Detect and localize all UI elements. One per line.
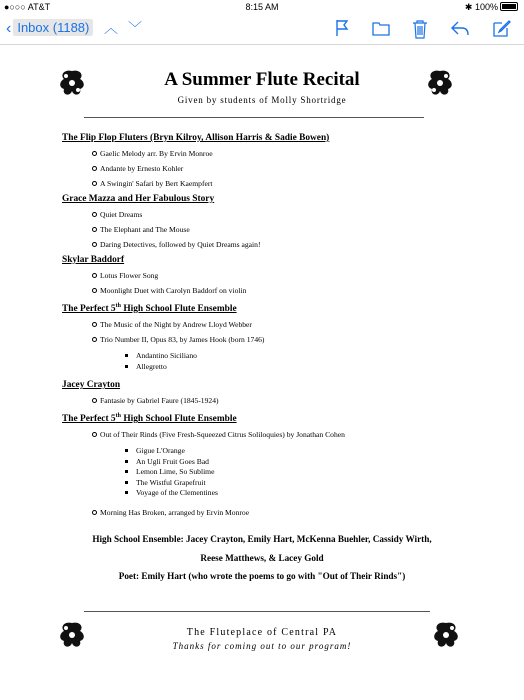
- program-item: Gaelic Melody arr. By Ervin Monroe: [62, 146, 482, 161]
- recital-subtitle: Given by students of Molly Shortridge: [177, 95, 347, 105]
- folder-icon[interactable]: [372, 19, 390, 37]
- movement-item: An Ugli Fruit Goes Bad: [62, 457, 482, 468]
- movement-item: Lemon Lime, So Sublime: [62, 467, 482, 478]
- program-item: The Elephant and The Mouse: [62, 222, 482, 237]
- flag-icon[interactable]: [335, 19, 349, 37]
- message-navigation: [104, 18, 152, 38]
- battery-status: [465, 2, 518, 13]
- section-heading: The Perfect 5th High School Flute Ensemble: [62, 303, 237, 315]
- bluetooth-icon: ✱: [464, 2, 473, 12]
- ensemble-credits-line1: High School Ensemble: Jacey Crayton, Emily Hart, McKenna Buehler, Cassidy Wirth,: [92, 534, 432, 544]
- chevron-up-icon[interactable]: ︿: [104, 20, 118, 36]
- program-item: Andante by Ernesto Kohler: [62, 161, 482, 176]
- status-bar: [0, 0, 524, 14]
- movement-item: The Wistful Grapefruit: [62, 478, 482, 489]
- movement-item: Gigue L'Orange: [62, 446, 482, 457]
- email-body: [0, 45, 524, 700]
- mail-toolbar: [0, 14, 524, 45]
- battery-percent: 100%: [474, 2, 498, 12]
- program-item: Quiet Dreams: [62, 207, 482, 222]
- chevron-left-icon: ‹: [6, 20, 12, 37]
- program-item: Trio Number II, Opus 83, by James Hook (born 1746): [62, 332, 482, 347]
- divider: [84, 117, 424, 118]
- program-item: Lotus Flower Song: [62, 268, 482, 283]
- program-item: Out of Their Rinds (Five Fresh-Squeezed Citrus Soliloquies) by Jonathan Cohen: [62, 427, 482, 442]
- program-item: Moonlight Duet with Carolyn Baddorf on violin: [62, 283, 482, 298]
- chevron-down-icon[interactable]: ﹀: [128, 20, 142, 36]
- footer-divider: [84, 611, 430, 612]
- section-heading: The Flip Flop Fluters (Bryn Kilroy, Allison Harris & Sadie Bowen): [62, 133, 330, 143]
- battery-icon: [500, 2, 518, 11]
- back-to-inbox-button[interactable]: [6, 20, 93, 38]
- section-heading: Jacey Crayton: [62, 380, 121, 391]
- program-item: Morning Has Broken, arranged by Ervin Monroe: [62, 505, 482, 520]
- poet-credit: Poet: Emily Hart (who wrote the poems to go with "Out of Their Rinds"): [118, 571, 406, 581]
- ensemble-credits-line2: Reese Matthews, & Lacey Gold: [200, 553, 324, 563]
- footer-thanks: Thanks for coming out to our program!: [172, 641, 352, 651]
- carrier-signal: ●○○○ AT&T: [4, 2, 51, 12]
- program-item: Fantasie by Gabriel Faure (1845-1924): [62, 393, 482, 408]
- recital-title: A Summer Flute Recital: [164, 69, 360, 90]
- section-heading: Grace Mazza and Her Fabulous Story: [62, 194, 215, 204]
- program-item: A Swingin' Safari by Bert Kaempfert: [62, 176, 482, 191]
- inbox-label: Inbox (1188): [13, 19, 93, 36]
- movement-item: Andantino Siciliano: [62, 351, 482, 362]
- section-heading: Skylar Baddorf: [62, 255, 125, 265]
- clock: 8:15 AM: [245, 2, 279, 12]
- program-item: The Music of the Night by Andrew Lloyd Webber: [62, 317, 482, 332]
- program-list: [62, 130, 482, 520]
- movement-item: Voyage of the Clementines: [62, 488, 482, 499]
- program-item: Daring Detectives, followed by Quiet Dreams again!: [62, 237, 482, 252]
- section-heading: The Perfect 5th High School Flute Ensemble: [62, 413, 237, 425]
- reply-icon[interactable]: [450, 19, 470, 37]
- movement-item: Allegretto: [62, 362, 482, 373]
- footer-organization: The Fluteplace of Central PA: [186, 627, 338, 638]
- compose-icon[interactable]: [493, 19, 511, 37]
- trash-icon[interactable]: [412, 19, 428, 39]
